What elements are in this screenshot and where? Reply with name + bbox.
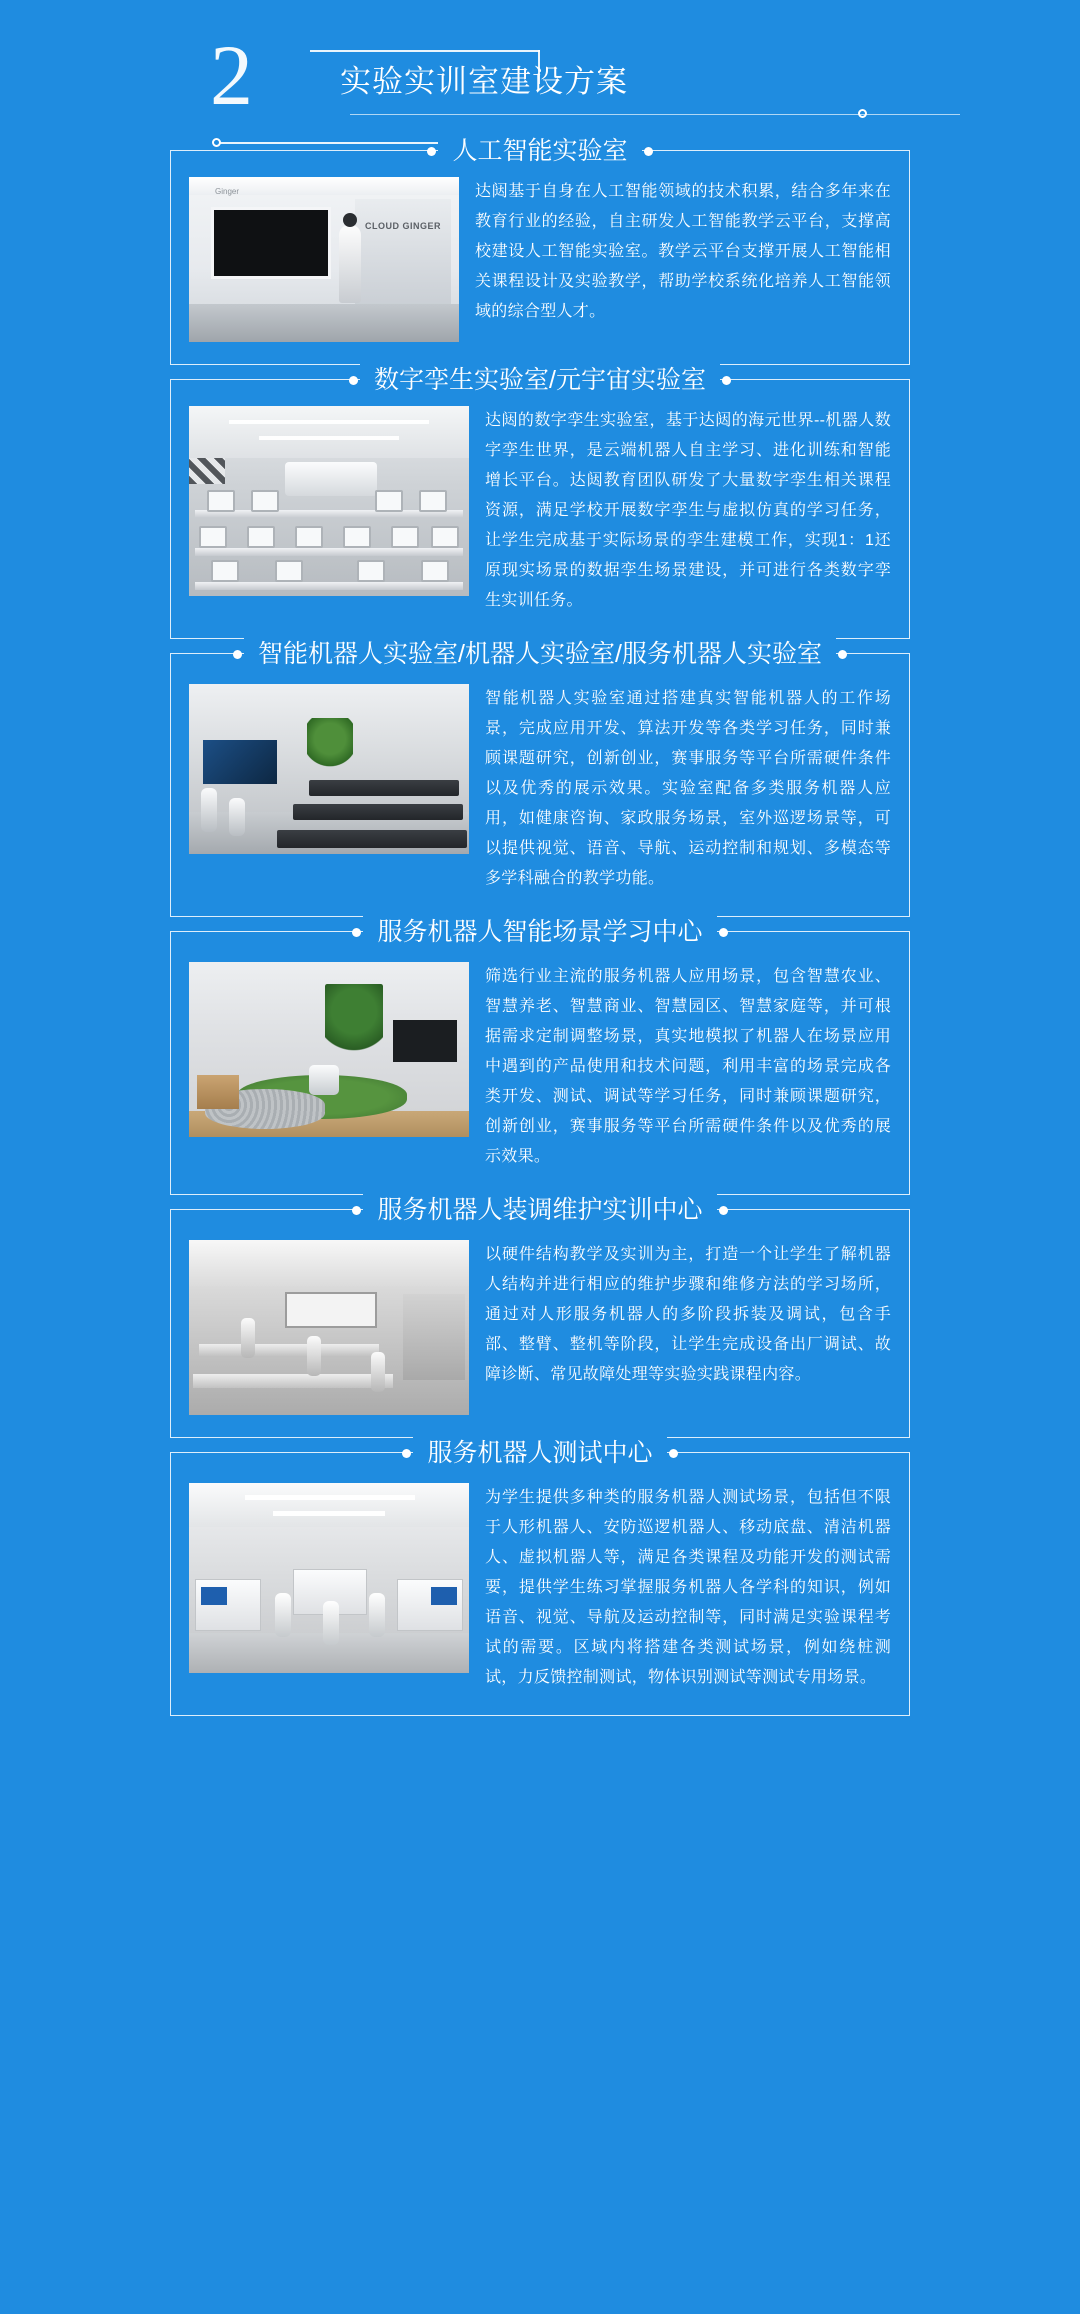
photo-render [189,684,469,854]
header-inner [210,27,870,130]
photo-render [189,1483,469,1673]
photo-desk [309,780,459,796]
card-body [171,151,909,364]
section-description: 达闼基于自身在人工智能领域的技术积累，结合多年来在教育行业的经验，自主研发人工智能教学云平台，支撑高校建设人工智能实验室。教学云平台支撑开展人工智能相关课程设计及实验教学，帮助学校系统化培养人工智能领域的综合型人才。 [475,183,891,320]
photo-render [189,406,469,596]
photo-monitor [431,526,459,548]
section-description: 以硬件结构教学及实训为主，打造一个让学生了解机器人结构并进行相应的维护步骤和维修方法的学习场所，通过对人形服务机器人的多阶段拆装及调试，包含手部、整臂、整机等阶段，让学生完成设备出厂调试、故障诊断、常见故障处理等实验实践课程内容。 [485,1246,891,1383]
card-body [171,380,909,638]
photo-desk [195,582,463,590]
photo-robot [275,1593,291,1637]
photo-light [273,1511,385,1516]
section-intelligent-robot-lab [170,640,910,917]
photo-light [245,1495,415,1500]
photo-robot [323,1601,339,1645]
page-title: 实验实训室建设方案 [340,64,628,99]
photo-ceiling [189,406,469,458]
card [170,137,910,365]
card [170,1196,910,1438]
section-description: 达闼的数字孪生实验室，基于达闼的海元世界--机器人数字孪生世界，是云端机器人自主学习、进化训练和智能增长平台。达闼教育团队研发了大量数字孪生相关课程资源，满足学校开展数字孪生与虚拟仿真的学习任务，让学生完成基于实际场景的孪生建模工作，实现1：1还原现实场景的数据孪生场景建设，并可进行各类数字孪生实训任务。 [485,412,891,609]
photo-robot [307,1336,321,1376]
section-description: 智能机器人实验室通过搭建真实智能机器人的工作场景，完成应用开发、算法开发等各类学习任务，同时兼顾课题研究，创新创业，赛事服务等平台所需硬件条件以及优秀的展示效果。实验室配备多类服务机器人应用，如健康咨询、家政服务场景，室外巡逻场景等，可以提供视觉、语音、导航、运动控制和规划、多模态等多学科融合的教学功能。 [485,690,891,887]
photo-plant [307,718,353,770]
section-image [189,406,469,596]
photo-light [259,436,399,440]
card-body [171,1453,909,1715]
card-title: 服务机器人测试中心 [413,1437,666,1469]
card [170,366,910,639]
photo-humanoid-robot [339,225,361,303]
photo-robot [371,1352,385,1392]
photo-panel-text: CLOUD GINGER [364,221,441,231]
photo-bench [193,1374,393,1388]
section-scene-learning-center [170,918,910,1195]
photo-monitor [251,490,279,512]
photo-screen [201,1587,227,1605]
photo-whiteboard [285,1292,377,1328]
photo-floor [189,304,459,342]
photo-desk [277,830,467,848]
photo-robot [201,788,217,832]
photo-screen [431,1587,457,1605]
section-maintenance-training-center [170,1196,910,1438]
card-body [171,654,909,916]
photo-robot [229,798,245,836]
header-decor-dot-left [212,138,221,147]
photo-monitor [419,490,447,512]
section-number: 2 [210,27,253,123]
card-title: 服务机器人智能场景学习中心 [363,916,716,948]
photo-tree [325,984,383,1056]
card-title: 数字孪生实验室/元宇宙实验室 [360,364,720,396]
section-image [189,962,469,1137]
section-ai-lab [170,137,910,365]
photo-render [189,962,469,1137]
header-decor-line-bottom [220,142,520,144]
card-body [171,1210,909,1437]
section-image [189,177,459,342]
photo-monitor [375,490,403,512]
photo-wall-panel [355,199,451,309]
photo-monitor [295,526,323,548]
header-decor-line-top [310,50,540,52]
section-testing-center [170,1439,910,1716]
photo-desk [195,548,463,556]
section-image [189,684,469,854]
photo-hazard-stripe [189,458,225,484]
card-title: 人工智能实验室 [438,135,641,167]
photo-video-wall [203,740,277,784]
photo-desk [293,804,463,820]
photo-monitor [211,560,239,582]
photo-monitor [391,526,419,548]
section-description: 为学生提供多种类的服务机器人测试场景，包括但不限于人形机器人、安防巡逻机器人、移动底盘、清洁机器人、虚拟机器人等，满足各类课程及功能开发的测试需要，提供学生练习掌握服务机器人各学科的知识，例如语音、视觉、导航及运动控制等，同时满足实验课程考试的需要。区域内将搭建各类测试场景，例如绕桩测试，力反馈控制测试，物体识别测试等测试专用场景。 [485,1489,891,1686]
photo-cabinet [403,1294,465,1380]
card-body [171,932,909,1194]
header-decor-dot-right [858,109,867,118]
section-digital-twin-lab [170,366,910,639]
photo-display-screen [211,207,331,279]
photo-monitor [247,526,275,548]
section-image [189,1483,469,1673]
photo-monitor [207,490,235,512]
photo-bench [199,1344,379,1356]
card [170,640,910,917]
photo-tv-screen [393,1020,457,1062]
section-description: 筛选行业主流的服务机器人应用场景，包含智慧农业、智慧养老、智慧商业、智慧园区、智慧家庭等，并可根据需求定制调整场景，真实地模拟了机器人在场景应用中遇到的产品使用和技术问题，利用丰富的场景完成各类开发、测试、调试等学习任务，同时兼顾课题研究，创新创业，赛事服务等平台所需硬件条件以及优秀的展示效果。 [485,968,891,1165]
photo-brand-label: Ginger [215,187,240,196]
photo-ceiling [189,1240,469,1286]
photo-service-robot [309,1065,339,1095]
card-title: 服务机器人装调维护实训中心 [363,1194,716,1226]
header-decor-underline [350,114,960,115]
photo-monitor [343,526,371,548]
photo-center-station [285,462,377,496]
photo-light [229,420,429,424]
photo-monitor [357,560,385,582]
section-image [189,1240,469,1415]
page-header [0,0,1080,150]
photo-crates [197,1075,239,1109]
photo-render [189,177,459,342]
card [170,1439,910,1716]
photo-render [189,1240,469,1415]
card [170,918,910,1195]
photo-robot [369,1593,385,1637]
card-title: 智能机器人实验室/机器人实验室/服务机器人实验室 [244,638,836,670]
photo-monitor [199,526,227,548]
photo-monitor [275,560,303,582]
photo-monitor [421,560,449,582]
photo-ceiling [189,1483,469,1527]
photo-robot [241,1318,255,1358]
